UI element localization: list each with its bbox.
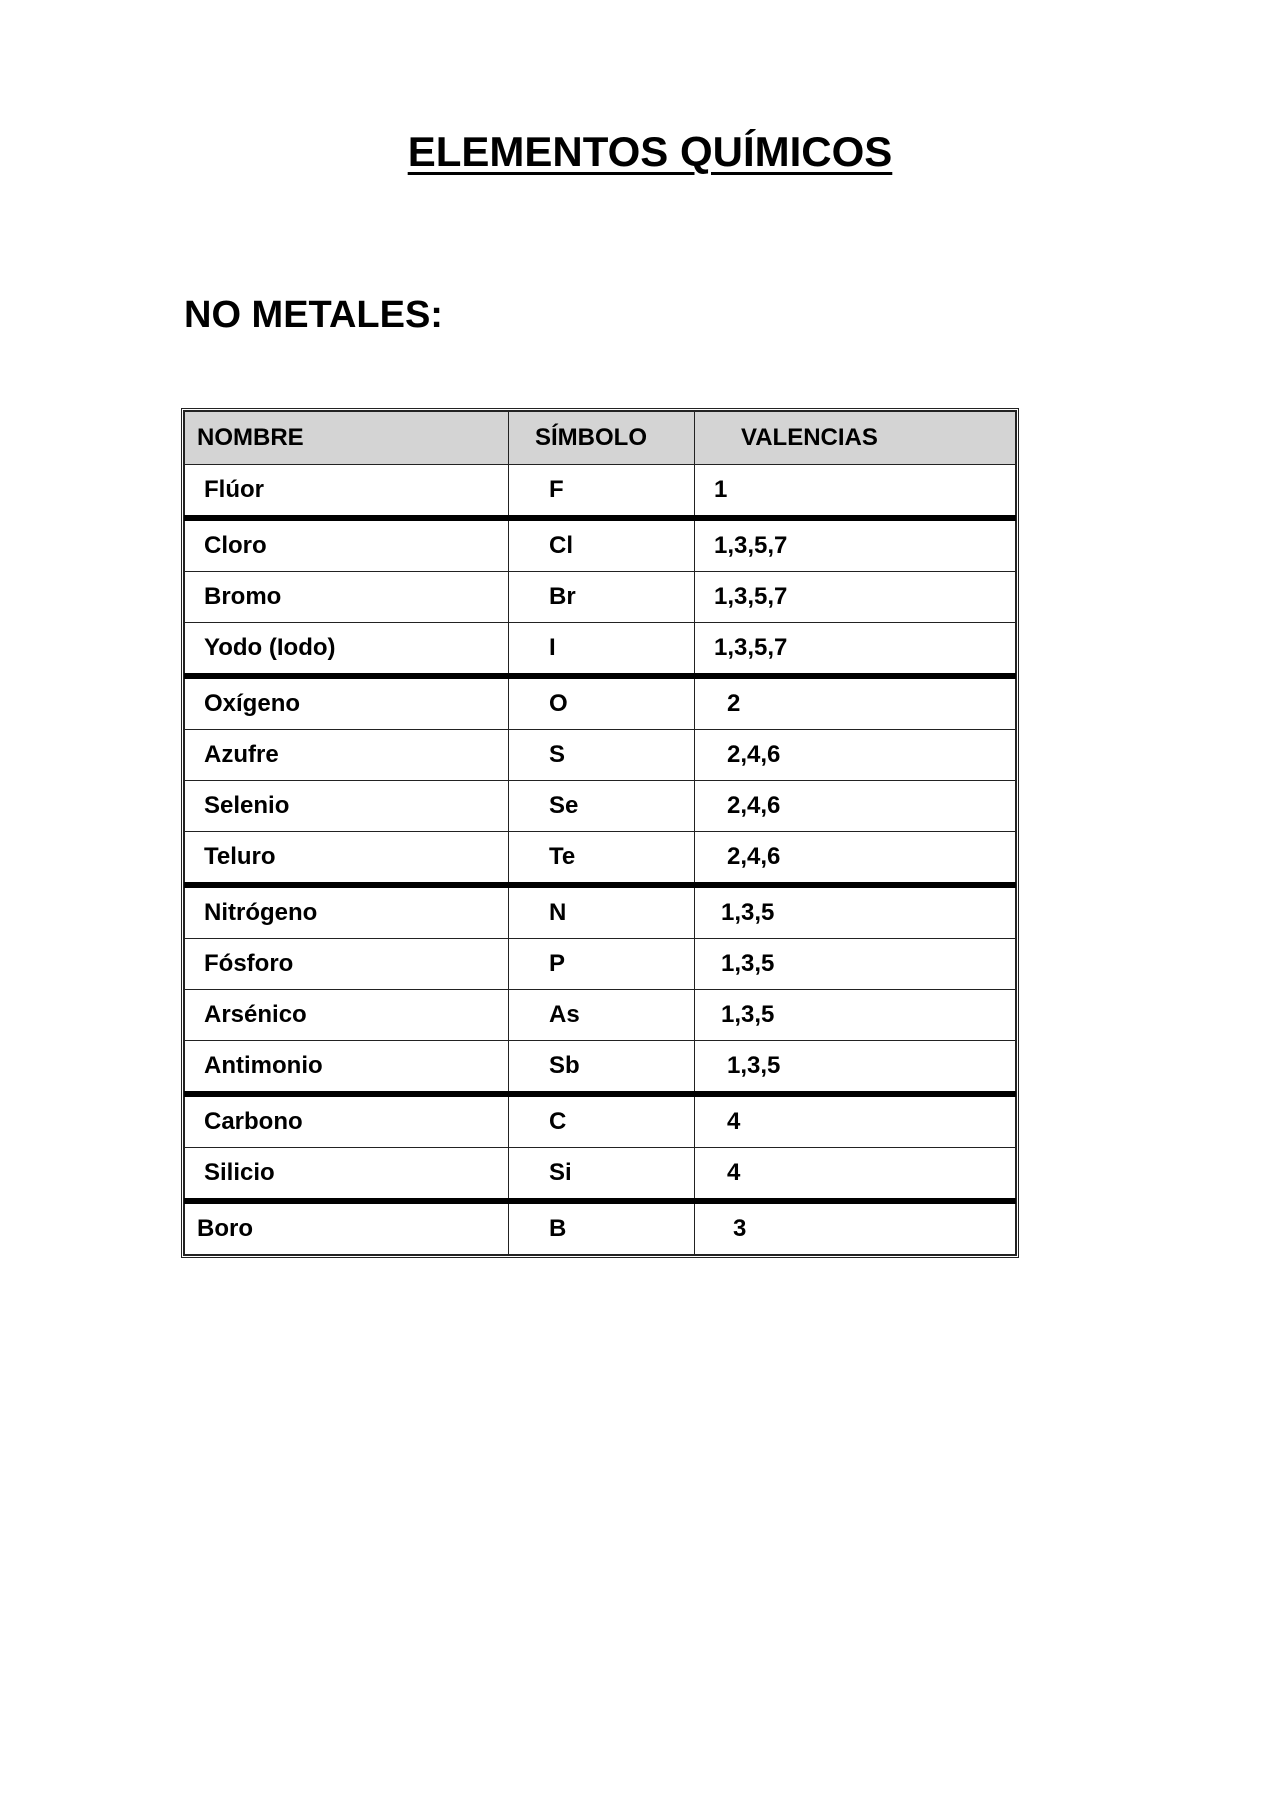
cell-symbol: Cl — [509, 518, 695, 572]
cell-name: Carbono — [185, 1094, 509, 1148]
header-name: NOMBRE — [185, 412, 509, 465]
cell-valences: 2,4,6 — [695, 832, 1016, 886]
cell-symbol: O — [509, 676, 695, 730]
table-row — [185, 1201, 1016, 1255]
table-row — [185, 1041, 1016, 1095]
cell-name: Bromo — [185, 572, 509, 623]
table-row — [185, 676, 1016, 730]
page-title — [0, 128, 1280, 176]
header-valences: VALENCIAS — [695, 412, 1016, 465]
section-heading: NO METALES: — [184, 294, 443, 336]
elements-table-frame — [181, 408, 1019, 1258]
cell-valences: 1 — [695, 465, 1016, 519]
cell-name: Fósforo — [185, 939, 509, 990]
cell-name: Teluro — [185, 832, 509, 886]
cell-valences: 1,3,5 — [695, 1041, 1016, 1095]
cell-valences: 2,4,6 — [695, 730, 1016, 781]
cell-symbol: P — [509, 939, 695, 990]
cell-symbol: N — [509, 885, 695, 939]
elements-table — [184, 411, 1016, 1255]
cell-name: Oxígeno — [185, 676, 509, 730]
cell-name: Cloro — [185, 518, 509, 572]
cell-valences: 4 — [695, 1148, 1016, 1202]
cell-name: Yodo (Iodo) — [185, 623, 509, 677]
cell-valences: 2 — [695, 676, 1016, 730]
cell-valences: 1,3,5,7 — [695, 518, 1016, 572]
table-row — [185, 1094, 1016, 1148]
cell-valences: 4 — [695, 1094, 1016, 1148]
cell-valences: 1,3,5 — [695, 939, 1016, 990]
table-row — [185, 465, 1016, 519]
cell-symbol: S — [509, 730, 695, 781]
cell-name: Boro — [185, 1201, 509, 1255]
cell-name: Arsénico — [185, 990, 509, 1041]
table-row — [185, 885, 1016, 939]
table-row — [185, 990, 1016, 1041]
cell-valences: 1,3,5 — [695, 885, 1016, 939]
table-row — [185, 1148, 1016, 1202]
cell-name: Nitrógeno — [185, 885, 509, 939]
cell-symbol: Sb — [509, 1041, 695, 1095]
cell-valences: 3 — [695, 1201, 1016, 1255]
cell-symbol: B — [509, 1201, 695, 1255]
table-header-row — [185, 412, 1016, 465]
cell-name: Azufre — [185, 730, 509, 781]
table-row — [185, 518, 1016, 572]
cell-symbol: As — [509, 990, 695, 1041]
page-title-text: ELEMENTOS QUÍMICOS — [407, 128, 893, 175]
cell-symbol: Si — [509, 1148, 695, 1202]
cell-symbol: F — [509, 465, 695, 519]
header-symbol: SÍMBOLO — [509, 412, 695, 465]
cell-symbol: C — [509, 1094, 695, 1148]
table-row — [185, 939, 1016, 990]
cell-name: Antimonio — [185, 1041, 509, 1095]
cell-name: Flúor — [185, 465, 509, 519]
table-row — [185, 572, 1016, 623]
cell-valences: 1,3,5 — [695, 990, 1016, 1041]
cell-symbol: Te — [509, 832, 695, 886]
table-row — [185, 623, 1016, 677]
cell-valences: 1,3,5,7 — [695, 623, 1016, 677]
cell-symbol: I — [509, 623, 695, 677]
table-row — [185, 832, 1016, 886]
cell-valences: 2,4,6 — [695, 781, 1016, 832]
table-row — [185, 781, 1016, 832]
cell-valences: 1,3,5,7 — [695, 572, 1016, 623]
cell-name: Silicio — [185, 1148, 509, 1202]
cell-symbol: Se — [509, 781, 695, 832]
cell-name: Selenio — [185, 781, 509, 832]
cell-symbol: Br — [509, 572, 695, 623]
table-row — [185, 730, 1016, 781]
